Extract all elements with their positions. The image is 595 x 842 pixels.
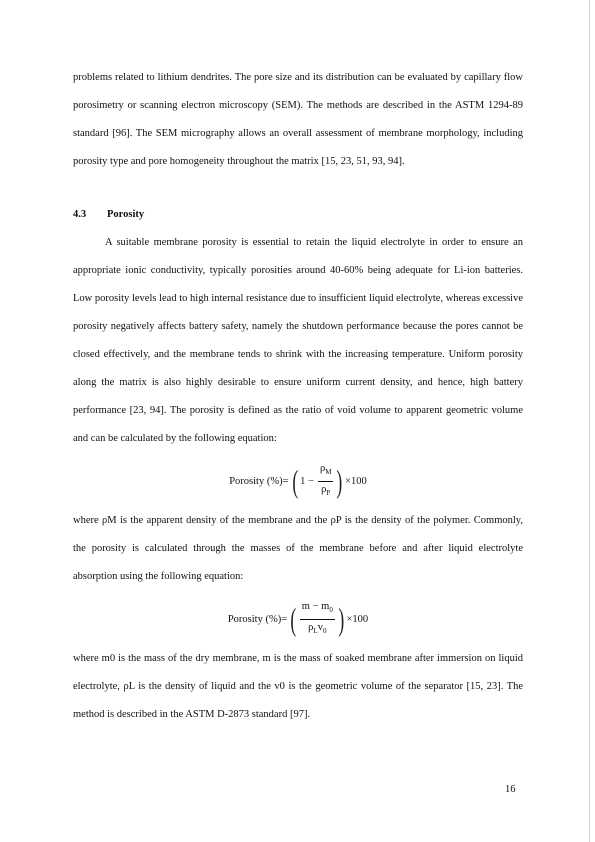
page-content <box>73 64 523 729</box>
equation-multiplier: ×100 <box>346 613 369 625</box>
paragraph-mass-definition: where m0 is the mass of the dry membrane, m is the mass of soaked membrane after immersion on liquid electrolyte, ρL is the density of liquid and the v0 is the geometric volume of the separator [15, 23]. The method is described in the ASTM D-2873 standard [97]. <box>73 653 523 720</box>
equation-label: Porosity (%)= <box>229 475 289 487</box>
fraction-denominator: $\rho_P$ <box>321 483 331 497</box>
section-title: Porosity <box>107 209 145 220</box>
fraction-denominator: $\rho_Lv_0$ <box>308 621 327 635</box>
section-number: 4.3 <box>73 209 87 220</box>
equation-one-minus: 1 − <box>300 475 314 487</box>
page-number: 16 <box>505 784 516 795</box>
right-paren: ) <box>338 601 345 637</box>
right-paren: ) <box>336 463 343 499</box>
density-fraction <box>318 463 333 498</box>
equation-multiplier: ×100 <box>345 475 367 487</box>
equation-porosity-mass <box>73 593 523 645</box>
mass-fraction <box>300 601 335 636</box>
fraction-numerator: $m - m_0$ <box>300 601 335 619</box>
page-edge <box>589 0 590 842</box>
left-paren: ( <box>291 463 298 499</box>
section-heading <box>73 201 523 229</box>
left-paren: ( <box>290 601 297 637</box>
equation-label: Porosity (%)= <box>227 613 288 625</box>
paragraph-pore-size: problems related to lithium dendrites. The pore size and its distribution can be evaluated by capillary flow porosimetry or scanning electron microscopy (SEM). The methods are described in the ASTM 1294-89 standard [96]. The SEM micrography allows an overall assessment of membrane morphology, including porosity type and pore homogeneity throughout the matrix [15, 23, 51, 93, 94]. <box>73 72 523 167</box>
equation-porosity-density <box>73 455 523 507</box>
paragraph-porosity: A suitable membrane porosity is essential to retain the liquid electrolyte in order to ensure an appropriate ionic conductivity, typically porosities around 40-60% being adequate for Li-ion batteries. Low porosity levels lead to high internal resistance due to insufficient liquid electrolyte, whereas excessive porosity negatively affects battery safety, namely the shutdown performance because the pores cannot be closed effectively, and the membrane tends to shrink with the increasing temperature. Uniform porosity along the matrix is also highly desirable to ensure uniform current density, and hence, high battery performance [23, 94]. The porosity is defined as the ratio of void volume to apparent geometric volume and can be calculated by the following equation: <box>73 237 523 444</box>
paragraph-density-definition: where ρM is the apparent density of the membrane and the ρP is the density of the polymer. Commonly, the porosity is calculated through the masses of the membrane before and after liquid electrolyte absorption using the following equation: <box>73 515 523 582</box>
fraction-numerator: $\rho_M$ <box>318 463 333 481</box>
